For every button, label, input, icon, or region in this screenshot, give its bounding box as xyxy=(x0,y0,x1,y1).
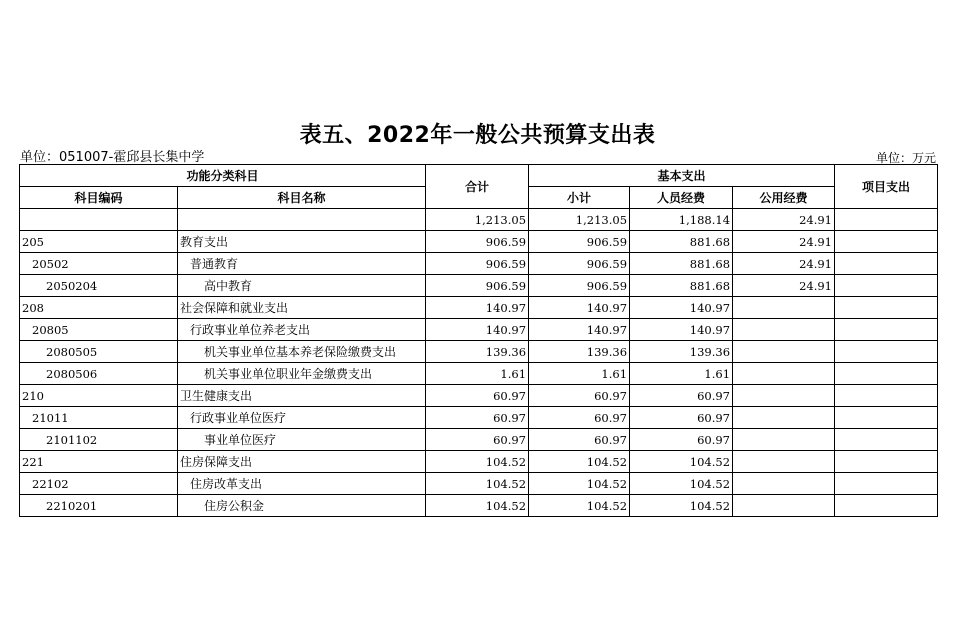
header-code: 科目编码 xyxy=(20,187,178,209)
table-row xyxy=(20,209,938,231)
cell-subtotal: 140.97 xyxy=(529,297,630,319)
cell-code: 221 xyxy=(20,451,178,473)
cell-public xyxy=(733,385,835,407)
cell-public: 24.91 xyxy=(733,209,835,231)
cell-public: 24.91 xyxy=(733,253,835,275)
cell-project xyxy=(835,231,938,253)
cell-public xyxy=(733,429,835,451)
cell-name xyxy=(178,209,426,231)
cell-project xyxy=(835,495,938,517)
header-personnel: 人员经费 xyxy=(630,187,733,209)
cell-total: 906.59 xyxy=(426,275,529,297)
cell-subtotal: 906.59 xyxy=(529,253,630,275)
table-row xyxy=(20,385,938,407)
table-row xyxy=(20,297,938,319)
cell-subtotal: 140.97 xyxy=(529,319,630,341)
cell-subtotal: 1.61 xyxy=(529,363,630,385)
cell-code: 208 xyxy=(20,297,178,319)
cell-code: 2101102 xyxy=(20,429,178,451)
table-row xyxy=(20,473,938,495)
cell-personnel: 60.97 xyxy=(630,407,733,429)
cell-personnel: 139.36 xyxy=(630,341,733,363)
table-row xyxy=(20,495,938,517)
table-row xyxy=(20,451,938,473)
cell-personnel: 104.52 xyxy=(630,451,733,473)
cell-subtotal: 60.97 xyxy=(529,385,630,407)
table-row xyxy=(20,319,938,341)
cell-personnel: 60.97 xyxy=(630,385,733,407)
cell-total: 140.97 xyxy=(426,319,529,341)
cell-name: 机关事业单位基本养老保险缴费支出 xyxy=(178,341,426,363)
cell-code: 20805 xyxy=(20,319,178,341)
budget-body xyxy=(20,209,938,517)
table-row xyxy=(20,363,938,385)
cell-personnel: 1.61 xyxy=(630,363,733,385)
cell-code: 2050204 xyxy=(20,275,178,297)
header-public: 公用经费 xyxy=(733,187,835,209)
cell-subtotal: 906.59 xyxy=(529,275,630,297)
cell-public xyxy=(733,451,835,473)
cell-code: 21011 xyxy=(20,407,178,429)
unit-currency: 单位：万元 xyxy=(875,151,936,165)
cell-code: 210 xyxy=(20,385,178,407)
cell-public: 24.91 xyxy=(733,275,835,297)
cell-subtotal: 104.52 xyxy=(529,451,630,473)
header-basic: 基本支出 xyxy=(529,165,835,187)
cell-project xyxy=(835,319,938,341)
cell-personnel: 1,188.14 xyxy=(630,209,733,231)
cell-total: 60.97 xyxy=(426,385,529,407)
cell-project xyxy=(835,341,938,363)
cell-code: 20502 xyxy=(20,253,178,275)
cell-project xyxy=(835,209,938,231)
cell-personnel: 104.52 xyxy=(630,473,733,495)
cell-name: 社会保障和就业支出 xyxy=(178,297,426,319)
cell-code xyxy=(20,209,178,231)
cell-name: 住房保障支出 xyxy=(178,451,426,473)
table-row xyxy=(20,341,938,363)
cell-total: 906.59 xyxy=(426,231,529,253)
unit-organization: 单位：051007-霍邱县长集中学 xyxy=(20,150,205,165)
table-row xyxy=(20,275,938,297)
cell-project xyxy=(835,253,938,275)
table-row xyxy=(20,231,938,253)
cell-code: 2210201 xyxy=(20,495,178,517)
cell-name: 事业单位医疗 xyxy=(178,429,426,451)
cell-name: 行政事业单位医疗 xyxy=(178,407,426,429)
cell-code: 205 xyxy=(20,231,178,253)
cell-total: 104.52 xyxy=(426,451,529,473)
header-total: 合计 xyxy=(426,165,529,209)
cell-total: 104.52 xyxy=(426,473,529,495)
cell-name: 住房改革支出 xyxy=(178,473,426,495)
cell-project xyxy=(835,473,938,495)
cell-total: 139.36 xyxy=(426,341,529,363)
cell-project xyxy=(835,297,938,319)
cell-subtotal: 60.97 xyxy=(529,407,630,429)
cell-code: 2080505 xyxy=(20,341,178,363)
cell-project xyxy=(835,385,938,407)
cell-personnel: 60.97 xyxy=(630,429,733,451)
cell-personnel: 140.97 xyxy=(630,297,733,319)
table-row xyxy=(20,429,938,451)
cell-public xyxy=(733,319,835,341)
cell-total: 1.61 xyxy=(426,363,529,385)
cell-total: 60.97 xyxy=(426,429,529,451)
page-title: 表五、2022年一般公共预算支出表 xyxy=(299,123,656,148)
cell-total: 60.97 xyxy=(426,407,529,429)
cell-name: 高中教育 xyxy=(178,275,426,297)
cell-name: 普通教育 xyxy=(178,253,426,275)
cell-subtotal: 906.59 xyxy=(529,231,630,253)
cell-subtotal: 104.52 xyxy=(529,495,630,517)
cell-project xyxy=(835,275,938,297)
cell-project xyxy=(835,363,938,385)
cell-personnel: 881.68 xyxy=(630,275,733,297)
cell-total: 140.97 xyxy=(426,297,529,319)
cell-code: 2080506 xyxy=(20,363,178,385)
cell-total: 1,213.05 xyxy=(426,209,529,231)
header-subtotal: 小计 xyxy=(529,187,630,209)
table-row xyxy=(20,253,938,275)
cell-name: 教育支出 xyxy=(178,231,426,253)
cell-name: 行政事业单位养老支出 xyxy=(178,319,426,341)
cell-personnel: 104.52 xyxy=(630,495,733,517)
budget-table xyxy=(19,164,938,517)
cell-public: 24.91 xyxy=(733,231,835,253)
cell-code: 22102 xyxy=(20,473,178,495)
cell-project xyxy=(835,407,938,429)
cell-personnel: 140.97 xyxy=(630,319,733,341)
cell-name: 卫生健康支出 xyxy=(178,385,426,407)
cell-project xyxy=(835,429,938,451)
cell-personnel: 881.68 xyxy=(630,231,733,253)
table-row xyxy=(20,407,938,429)
cell-project xyxy=(835,451,938,473)
header-name: 科目名称 xyxy=(178,187,426,209)
cell-name: 机关事业单位职业年金缴费支出 xyxy=(178,363,426,385)
cell-total: 906.59 xyxy=(426,253,529,275)
cell-public xyxy=(733,363,835,385)
cell-personnel: 881.68 xyxy=(630,253,733,275)
cell-public xyxy=(733,407,835,429)
cell-public xyxy=(733,297,835,319)
cell-subtotal: 139.36 xyxy=(529,341,630,363)
cell-subtotal: 60.97 xyxy=(529,429,630,451)
cell-public xyxy=(733,495,835,517)
cell-public xyxy=(733,341,835,363)
cell-name: 住房公积金 xyxy=(178,495,426,517)
cell-total: 104.52 xyxy=(426,495,529,517)
header-functional: 功能分类科目 xyxy=(20,165,426,187)
cell-subtotal: 104.52 xyxy=(529,473,630,495)
header-project: 项目支出 xyxy=(835,165,938,209)
cell-public xyxy=(733,473,835,495)
cell-subtotal: 1,213.05 xyxy=(529,209,630,231)
